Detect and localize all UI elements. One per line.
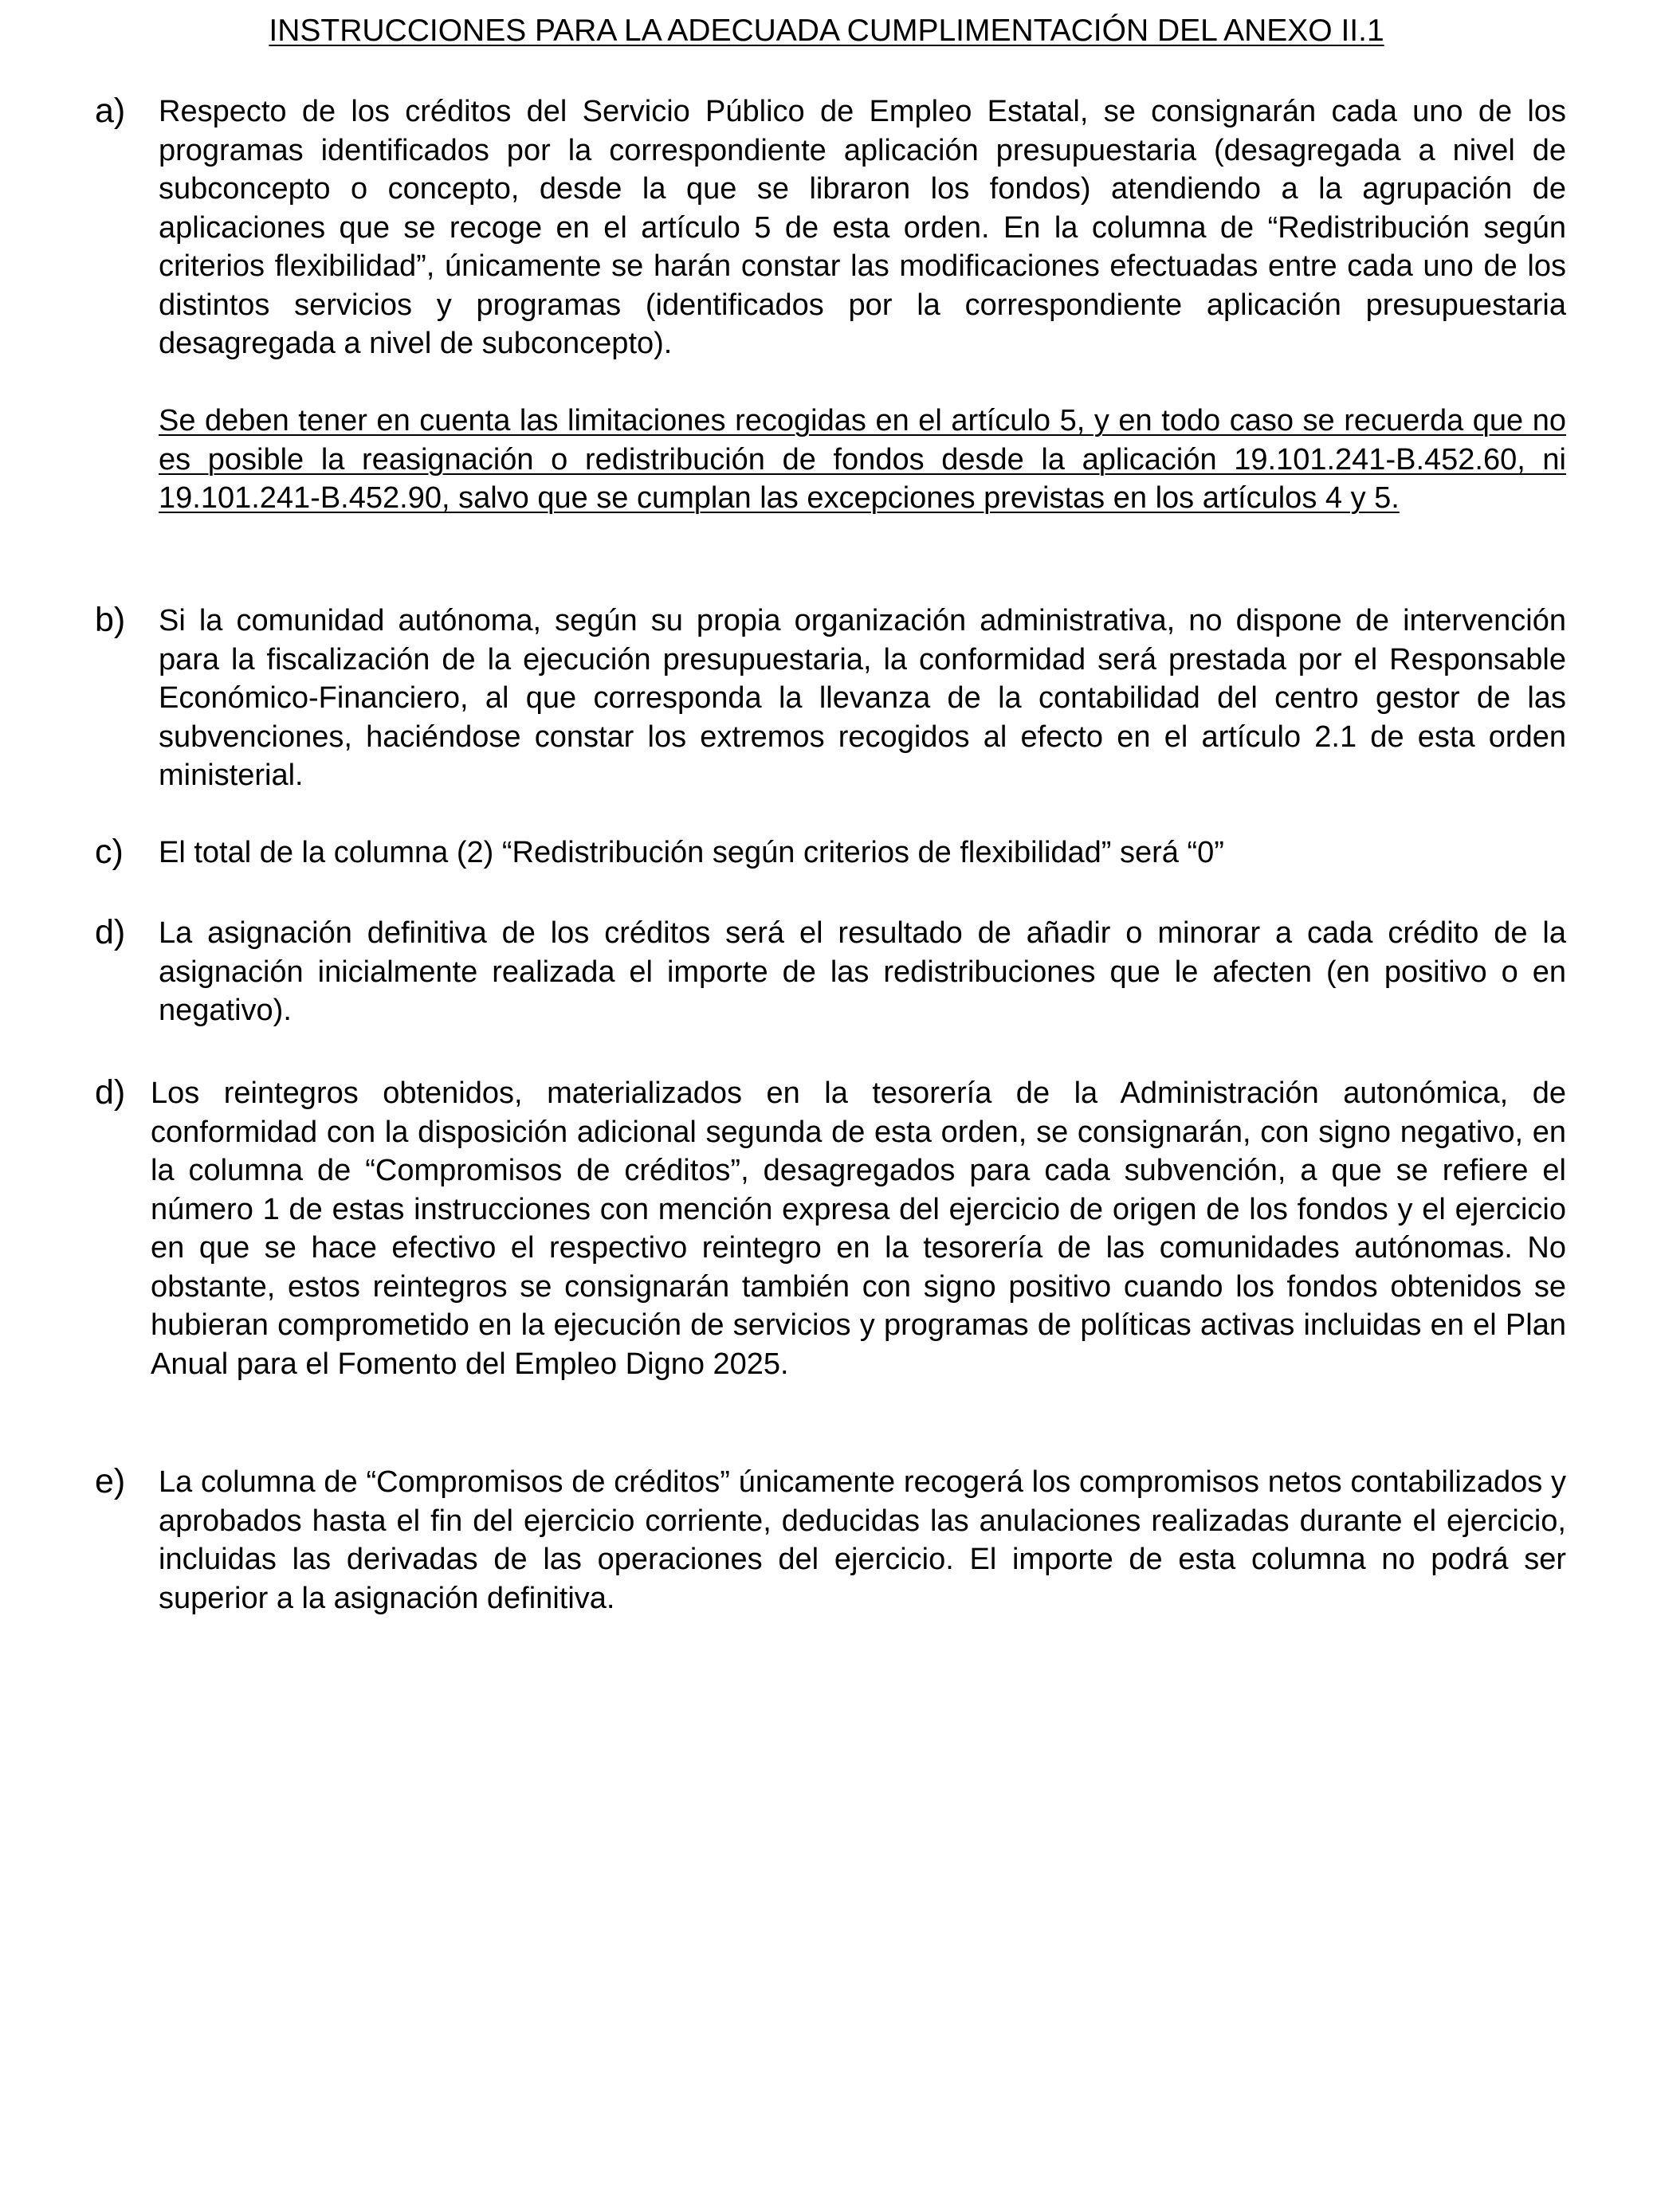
- list-marker: d): [95, 1073, 126, 1112]
- list-marker: e): [95, 1462, 126, 1500]
- item-c-paragraph: El total de la columna (2) “Redistribución según criterios de flexibilidad” será “0”: [159, 836, 1224, 869]
- item-e-paragraph: La columna de “Compromisos de créditos” únicamente recogerá los compromisos netos contabilizados y aprobados hasta el fin del ejercicio corriente, deducidas las anulaciones realizadas durante el ejercicio, incluidas las derivadas de las operaciones del ejercicio. El importe de esta columna no podrá ser superior a la asignación definitiva.: [159, 1465, 1566, 1615]
- list-marker: b): [95, 601, 126, 639]
- list-marker: c): [95, 833, 124, 871]
- item-a-paragraph-2-underlined: Se deben tener en cuenta las limitaciones recogidas en el artículo 5, y en todo caso se recuerda que no es posible la reasignación o redistribución de fondos desde la aplicación 19.101.241-B.452.60, ni 19.101.241-B.452.90, salvo que se cumplan las excepciones previstas en los artículos 4 y 5.: [159, 404, 1566, 515]
- item-d1-paragraph: La asignación definitiva de los créditos será el resultado de añadir o minorar a cada crédito de la asignación inicialmente realizada el importe de las redistribuciones que le afecten (en positivo o en negativo).: [159, 916, 1566, 1027]
- document-title: INSTRUCCIONES PARA LA ADECUADA CUMPLIMENTACIÓN DEL ANEXO II.1: [269, 14, 1384, 48]
- list-marker: d): [95, 913, 126, 951]
- item-b-paragraph: Si la comunidad autónoma, según su propia organización administrativa, no dispone de intervención para la fiscalización de la ejecución presupuestaria, la conformidad será prestada por el Responsable Económico-Financiero, al que corresponda la llevanza de la contabilidad del centro gestor de las subvenciones, haciéndose constar los extremos recogidos al efecto en el artículo 2.1 de esta orden ministerial.: [159, 604, 1566, 792]
- item-a-paragraph-1: Respecto de los créditos del Servicio Público de Empleo Estatal, se consignarán cada uno de los programas identificados por la correspondiente aplicación presupuestaria (desagregada a nivel de subconcepto o concepto, desde la que se libraron los fondos) atendiendo a la agrupación de aplicaciones que se recoge en el artículo 5 de esta orden. En la columna de “Redistribución según criterios flexibilidad”, únicamente se harán constar las modificaciones efectuadas entre cada uno de los distintos servicios y programas (identificados por la correspondiente aplicación presupuestaria desagregada a nivel de subconcepto).: [159, 95, 1566, 360]
- item-d2-paragraph: Los reintegros obtenidos, materializados en la tesorería de la Administración autonómica, de conformidad con la disposición adicional segunda de esta orden, se consignarán, con signo negativo, en la columna de “Compromisos de créditos”, desagregados para cada subvención, a que se refiere el número 1 de estas instrucciones con mención expresa del ejercicio de origen de los fondos y el ejercicio en que se hace efectivo el respectivo reintegro en la tesorería de las comunidades autónomas. No obstante, estos reintegros se consignarán también con signo positivo cuando los fondos obtenidos se hubieran comprometido en la ejecución de servicios y programas de políticas activas incluidas en el Plan Anual para el Fomento del Empleo Digno 2025.: [151, 1077, 1566, 1381]
- list-marker: a): [95, 92, 126, 130]
